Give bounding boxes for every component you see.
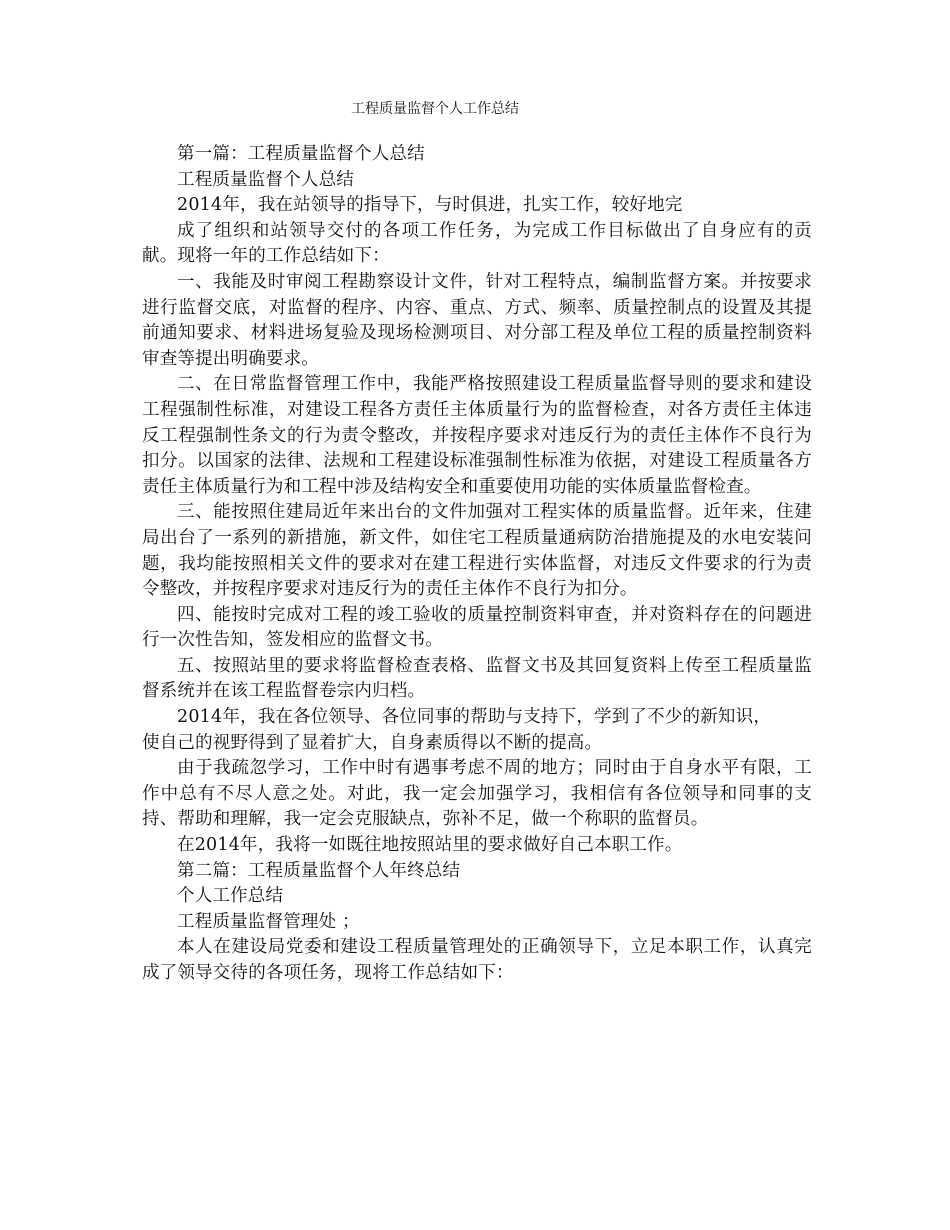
paragraph: 在2014年，我将一如既往地按照站里的要求做好自己本职工作。 — [177, 835, 683, 856]
document-body — [142, 142, 812, 987]
paragraph: 五、按照站里的要求将监督检查表格、监督文书及其回复资料上传至工程质量监督系统并在该工程监督卷宗内归档。 — [142, 655, 812, 702]
paragraph: 2014年，我在站领导的指导下，与时俱进，扎实工作，较好地完 — [177, 195, 683, 216]
paragraph: 一、我能及时审阅工程勘察设计文件，针对工程特点，编制监督方案。并按要求进行监督交底，对监督的程序、内容、重点、方式、频率、质量控制点的设置及其提前通知要求、材料进场复验及现场检测项目、对分部工程及单位工程的质量控制资料审查等提出明确要求。 — [142, 271, 812, 369]
paragraph: 四、能按时完成对工程的竣工验收的质量控制资料审查，并对资料存在的问题进行一次性告知，签发相应的监督文书。 — [142, 604, 812, 651]
paragraph: 本人在建设局党委和建设工程质量管理处的正确领导下，立足本职工作，认真完成了领导交待的各项任务，现将工作总结如下： — [142, 937, 812, 983]
addressee: 工程质量监督管理处 ； — [177, 911, 360, 932]
paragraph: 使自己的视野得到了显着扩大，自身素质得以不断的提高。 — [142, 732, 603, 753]
section-heading-2: 第二篇：工程质量监督个人年终总结 — [177, 860, 461, 881]
document-title: 工程质量监督个人工作总结 — [351, 101, 519, 117]
paragraph: 由于我疏忽学习，工作中时有遇事考虑不周的地方；同时由于自身水平有限，工作中总有不尽人意之处。对此，我一定会加强学习，我相信有各位领导和同事的支持、帮助和理解，我一定会克服缺点，弥补不足，做一个称职的监督员。 — [142, 758, 812, 830]
paragraph: 三、能按照住建局近年来出台的文件加强对工程实体的质量监督。近年来，住建局出台了一系列的新措施，新文件，如住宅工程质量通病防治措施提及的水电安装问题，我均能按照相关文件的要求对在建工程进行实体监督，对违反文件要求的行为责令整改，并按程序要求对违反行为的责任主体作不良行为扣分。 — [142, 502, 812, 600]
paragraph: 二、在日常监督管理工作中，我能严格按照建设工程质量监督导则的要求和建设工程强制性标准，对建设工程各方责任主体质量行为的监督检查，对各方责任主体违反工程强制性条文的行为责令整改，并按程序要求对违反行为的责任主体作不良行为扣分。以国家的法律、法规和工程建设标准强制性标准为依据，对建设工程质量各方责任主体质量行为和工程中涉及结构安全和重要使用功能的实体质量监督检查。 — [142, 374, 812, 497]
subheading: 工程质量监督个人总结 — [177, 169, 354, 190]
paragraph: 成了组织和站领导交付的各项工作任务，为完成工作目标做出了自身应有的贡献。现将一年的工作总结如下： — [142, 220, 812, 267]
section-heading-1: 第一篇：工程质量监督个人总结 — [177, 144, 425, 164]
paragraph: 2014年，我在各位领导、各位同事的帮助与支持下，学到了不少的新知识， — [177, 707, 772, 728]
subheading: 个人工作总结 — [177, 886, 284, 907]
